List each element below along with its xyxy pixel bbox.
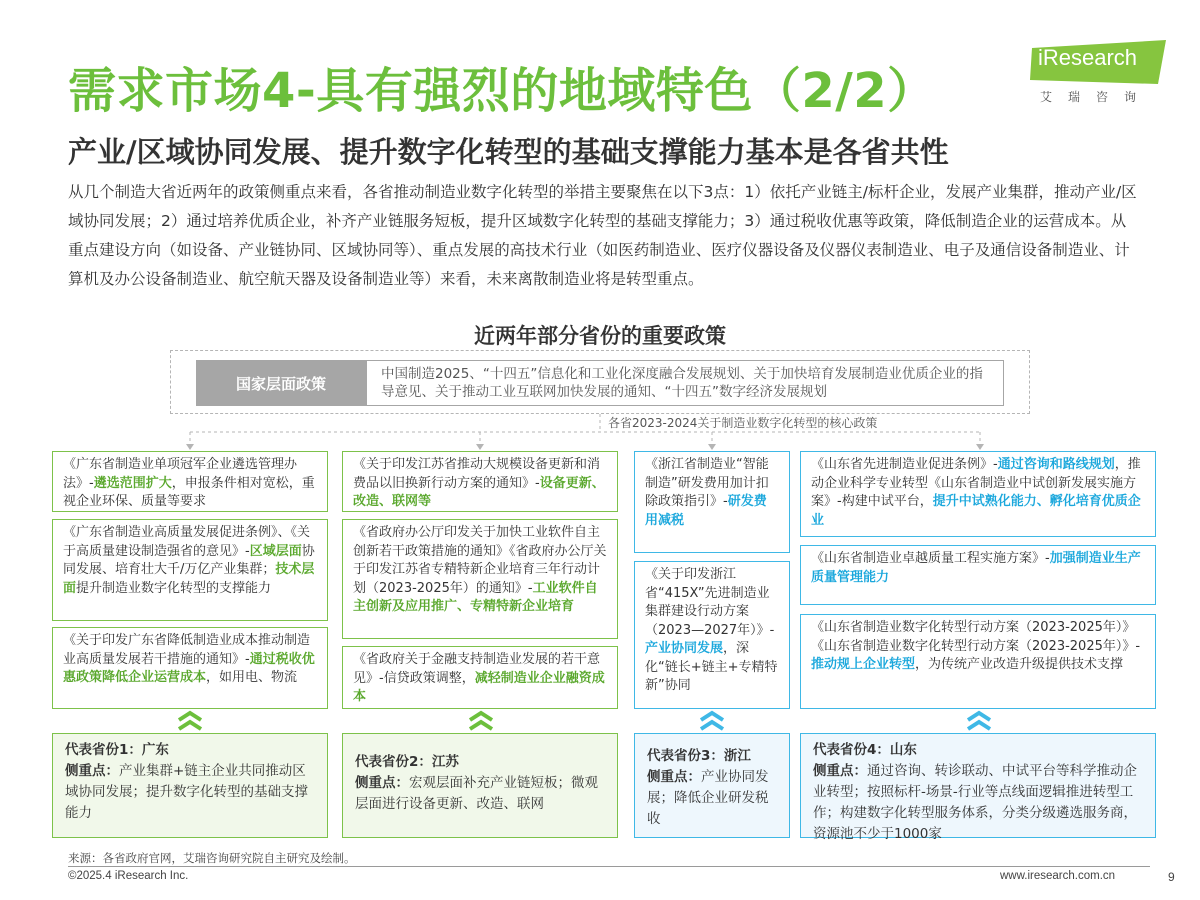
national-policy-label: 国家层面政策 — [196, 360, 366, 406]
jiangsu-summary: 代表省份2：江苏 侧重点：宏观层面补充产业链短板；微观层面进行设备更新、改造、联网 — [342, 733, 618, 838]
page-number: 9 — [1168, 870, 1175, 884]
national-policy-text: 中国制造2025、“十四五”信息化和工业化深度融合发展规划、关于加快培育发展制造业优质企业的指导意见、关于推动工业互联网加快发展的通知、“十四五”数字经济发展规划 — [366, 360, 1004, 406]
shandong-policy-2: 《山东省制造业卓越质量工程实施方案》-加强制造业生产质量管理能力 — [800, 545, 1156, 605]
chevron-up-icon — [175, 710, 205, 732]
page-subtitle: 产业/区域协同发展、提升数字化转型的基础支撑能力基本是各省共性 — [68, 135, 949, 169]
jiangsu-policy-3: 《省政府关于金融支持制造业发展的若干意见》-信贷政策调整，减轻制造业企业融资成本 — [342, 646, 618, 709]
guangdong-policy-1: 《广东省制造业单项冠军企业遴选管理办法》-遴选范围扩大，申报条件相对宽松，重视企业环保、质量等要求 — [52, 451, 328, 512]
intro-paragraph: 从几个制造大省近两年的政策侧重点来看，各省推动制造业数字化转型的举措主要聚焦在以下3点：1）依托产业链主/标杆企业，发展产业集群，推动产业/区域协同发展；2）通过培养优质企业，补齐产业链服务短板，提升区域数字化转型的基础支撑能力；3）通过税收优惠等政策，降低制造企业的运营成本。从重点建设方向（如设备、产业链协同、区域协同等）、重点发展的高技术行业（如医药制造业、医疗仪器设备及仪器仪表制造业、电子及通信设备制造业、计算机及办公设备制造业、航空航天器及设备制造业等）来看，未来离散制造业将是转型重点。 — [68, 183, 1137, 288]
shandong-policy-3: 《山东省制造业数字化转型行动方案（2023-2025年）》《山东省制造业数字化转型行动方案（2023-2025年）》-推动规上企业转型，为传统产业改造升级提供技术支撑 — [800, 614, 1156, 709]
zhejiang-summary: 代表省份3：浙江 侧重点：产业协同发展；降低企业研发税收 — [634, 733, 790, 838]
jiangsu-policy-1: 《关于印发江苏省推动大规模设备更新和消费品以旧换新行动方案的通知》-设备更新、改造、联网等 — [342, 451, 618, 512]
website-link[interactable]: www.iresearch.com.cn — [1000, 870, 1116, 882]
chevron-up-icon — [697, 710, 727, 732]
page-title: 需求市场4-具有强烈的地域特色（2/2） — [68, 63, 936, 119]
shandong-summary: 代表省份4：山东 侧重点：通过咨询、转诊联动、中试平台等科学推动企业转型；按照标杆-场景-行业等点线面逻辑推进转型工作；构建数字化转型服务体系，分类分级遴选服务商，资源池不少于1000家 — [800, 733, 1156, 838]
footer-divider — [68, 866, 1150, 867]
copyright: ©2025.4 iResearch Inc. — [68, 870, 189, 882]
logo-cn-text: 艾瑞咨询 — [1040, 90, 1153, 104]
guangdong-summary: 代表省份1：广东 侧重点：产业集群+链主企业共同推动区域协同发展；提升数字化转型的基础支撑能力 — [52, 733, 328, 838]
diagram-title: 近两年部分省份的重要政策 — [474, 324, 726, 348]
chevron-up-icon — [964, 710, 994, 732]
source-note: 来源：各省政府官网，艾瑞咨询研究院自主研究及绘制。 — [68, 851, 356, 865]
guangdong-policy-3: 《关于印发广东省降低制造业成本推动制造业高质量发展若干措施的通知》-通过税收优惠政策降低企业运营成本，如用电、物流 — [52, 627, 328, 709]
logo-text: iResearch — [1038, 45, 1138, 70]
guangdong-policy-2: 《广东省制造业高质量发展促进条例》、《关于高质量建设制造强省的意见》-区域层面协同发展、培育壮大千/万亿产业集群；技术层面提升制造业数字化转型的支撑能力 — [52, 519, 328, 621]
shandong-policy-1: 《山东省先进制造业促进条例》-通过咨询和路线规划，推动企业科学专业转型《山东省制造业中试创新发展实施方案》-构建中试平台，提升中试熟化能力、孵化培育优质企业 — [800, 451, 1156, 537]
zhejiang-policy-2: 《关于印发浙江省“415X”先进制造业集群建设行动方案（2023—2027年）》-产业协同发展，深化“链长+链主+专精特新”协同 — [634, 561, 790, 709]
core-policy-note: 各省2023-2024关于制造业数字化转型的核心政策 — [604, 414, 881, 431]
jiangsu-policy-2: 《省政府办公厅印发关于加快工业软件自主创新若干政策措施的通知》《省政府办公厅关于印发江苏省专精特新企业培育三年行动计划（2023-2025年）的通知》-工业软件自主创新及应用推广、专精特新企业培育 — [342, 519, 618, 639]
chevron-up-icon — [466, 710, 496, 732]
zhejiang-policy-1: 《浙江省制造业“智能制造”研发费用加计扣除政策指引》-研发费用减税 — [634, 451, 790, 553]
